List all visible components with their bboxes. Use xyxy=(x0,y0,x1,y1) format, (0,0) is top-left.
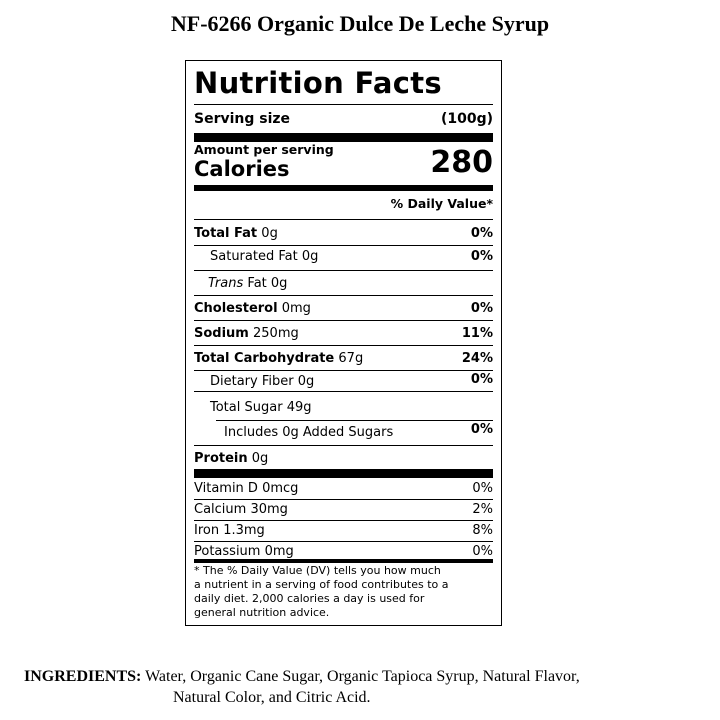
nutrient-daily-value: 24% xyxy=(461,351,493,366)
nutrient-label: Includes 0g Added Sugars xyxy=(224,425,394,440)
nutrient-row-sodium xyxy=(194,324,493,344)
thick-divider xyxy=(194,469,493,478)
amount-per-serving-label: Amount per serving xyxy=(194,142,334,157)
vitamin-row-vitamin-d xyxy=(194,479,493,499)
divider xyxy=(194,104,493,105)
daily-value-footnote xyxy=(194,564,493,620)
footnote-line: general nutrition advice. xyxy=(194,606,330,619)
divider xyxy=(194,295,493,296)
nutrient-row-trans-fat xyxy=(194,274,493,294)
divider xyxy=(194,391,493,392)
nutrient-row-cholesterol xyxy=(194,299,493,319)
vitamin-label: Iron 1.3mg xyxy=(194,523,265,538)
vitamin-label: Potassium 0mg xyxy=(194,544,294,559)
ingredients-statement xyxy=(24,666,704,708)
vitamin-row-calcium xyxy=(194,500,493,520)
nutrient-daily-value: 0% xyxy=(470,226,493,241)
nutrient-label: Dietary Fiber 0g xyxy=(210,374,315,389)
nutrition-facts-panel xyxy=(185,60,502,626)
product-title: NF-6266 Organic Dulce De Leche Syrup xyxy=(170,11,550,36)
vitamin-label: Calcium 30mg xyxy=(194,502,288,517)
divider xyxy=(194,219,493,220)
ingredients-line-1: Water, Organic Cane Sugar, Organic Tapioca Syrup, Natural Flavor, xyxy=(145,668,580,685)
calories-label: Calories xyxy=(194,157,290,181)
vitamin-daily-value: 8% xyxy=(472,523,493,538)
divider xyxy=(194,320,493,321)
daily-value-header: % Daily Value* xyxy=(390,196,493,211)
nutrient-label: Protein 0g xyxy=(194,451,269,466)
nutrient-label: Sodium 250mg xyxy=(194,326,299,341)
ingredients-line-2: Natural Color, and Citric Acid. xyxy=(173,689,371,706)
nutrient-label: Total Sugar 49g xyxy=(210,400,312,415)
nutrient-row-dietary-fiber xyxy=(194,372,493,392)
nutrient-row-saturated-fat xyxy=(194,247,493,267)
serving-size-row xyxy=(194,109,493,129)
nutrient-row-protein xyxy=(194,449,493,469)
calories-value: 280 xyxy=(430,145,493,180)
serving-size-label: Serving size xyxy=(194,111,291,127)
thick-divider xyxy=(194,133,493,142)
nutrient-daily-value: 11% xyxy=(461,326,493,341)
nutrient-row-total-sugar xyxy=(194,398,493,418)
nutrient-row-added-sugars xyxy=(194,423,493,443)
divider xyxy=(194,370,493,371)
nutrient-label: Total Carbohydrate 67g xyxy=(194,351,364,366)
divider xyxy=(194,445,493,446)
nutrient-daily-value: 0% xyxy=(470,249,493,264)
divider xyxy=(194,345,493,346)
divider xyxy=(216,420,493,421)
footnote-line: daily diet. 2,000 calories a day is used for xyxy=(194,592,425,605)
vitamin-label: Vitamin D 0mcg xyxy=(194,481,299,496)
nutrient-row-total-carbohydrate xyxy=(194,349,493,369)
nutrient-daily-value: 0% xyxy=(470,301,493,316)
divider xyxy=(194,270,493,271)
nutrient-label: Cholesterol 0mg xyxy=(194,301,311,316)
divider xyxy=(194,245,493,246)
ingredients-label: INGREDIENTS: xyxy=(24,668,142,685)
nutrient-daily-value: 0% xyxy=(470,372,493,387)
vitamin-row-iron xyxy=(194,521,493,541)
nutrient-daily-value: 0% xyxy=(470,422,493,437)
medium-divider xyxy=(194,185,493,191)
footnote-line: * The % Daily Value (DV) tells you how much xyxy=(194,564,441,577)
nutrition-facts-heading: Nutrition Facts xyxy=(194,66,442,100)
nutrient-label: Total Fat 0g xyxy=(194,226,278,241)
vitamin-daily-value: 0% xyxy=(472,481,493,496)
nutrient-label: Trans Fat 0g xyxy=(208,276,288,291)
vitamin-daily-value: 2% xyxy=(472,502,493,517)
nutrient-row-total-fat xyxy=(194,224,493,244)
medium-divider xyxy=(194,559,493,563)
nutrient-label: Saturated Fat 0g xyxy=(210,249,319,264)
serving-size-value: (100g) xyxy=(440,111,493,127)
footnote-line: a nutrient in a serving of food contributes to a xyxy=(194,578,449,591)
vitamin-daily-value: 0% xyxy=(472,544,493,559)
